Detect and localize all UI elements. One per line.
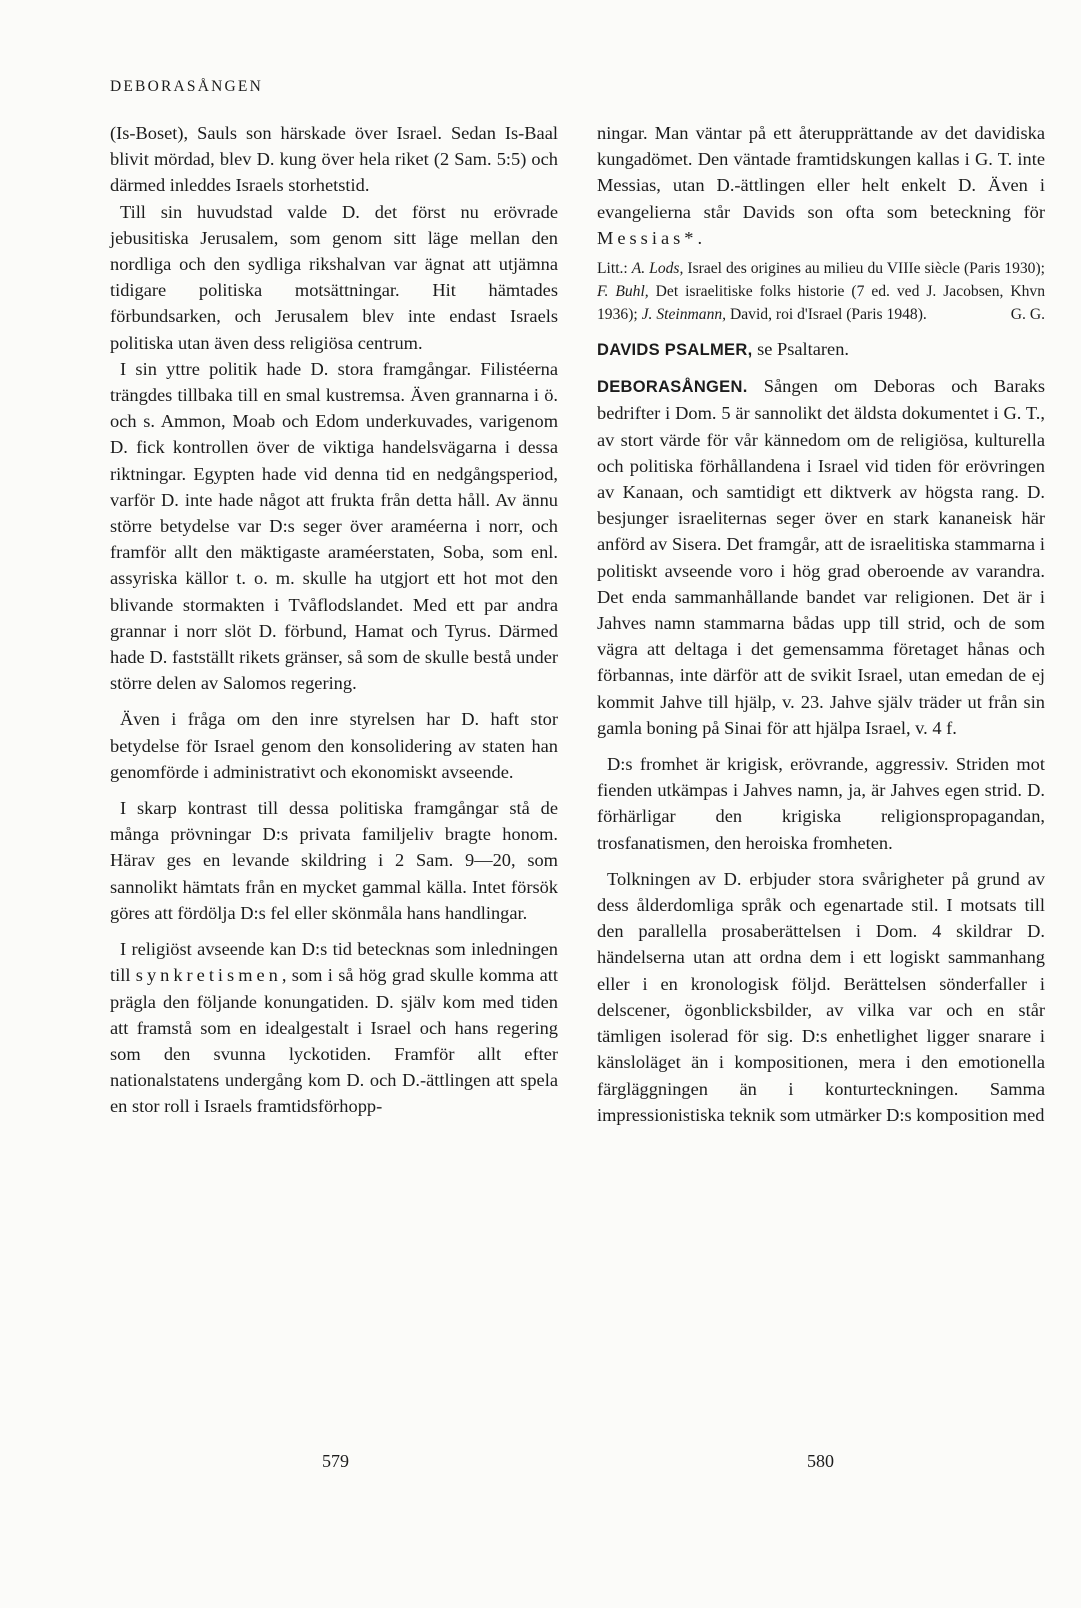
litt-label: Litt.: (597, 260, 628, 278)
litt-title: David, roi d'Israel (Paris 1948). (729, 306, 927, 324)
text-run: I religiöst avseende kan D:s tid betecknas som inledningen till (110, 939, 558, 986)
running-header: DEBORASÅNGEN (110, 78, 263, 95)
paragraph: D:s fromhet är krigisk, erövrande, aggressiv. Striden mot fienden utkämpas i Jahves namn, ja, är Jahves egen strid. D. förhärligar den krigiska religionspropagandan, trosfanatismen, den heroiska fromheten. (597, 754, 1045, 853)
paragraph: (Is-Boset), Sauls son härskade över Israel. Sedan Is-Baal blivit mördad, blev D. kung över hela riket (2 Sam. 5:5) och därmed inleddes Israels storhetstid. (110, 123, 558, 196)
spaced-term: synkretismen (135, 965, 282, 986)
entry-davids-psalmer (597, 336, 1045, 363)
entry-text: Sången om Deboras och Baraks bedrifter i Dom. 5 är sannolikt det äldsta dokumentet i G. T., av stort värde för vår kännedom om de religiösa, kulturella och politiska förhållandena i Israel vid tiden för erövringen av Kanaan, och samtidigt ett diktverk av högsta rang. D. besjunger israeliternas seger över en stark kananeisk här anförd av Sisera. Det framgår, att de israelitiska stammarna i politiskt avseende voro i hög grad oberoende av varandra. Det enda sammanhållande bandet var religionen. Det är i Jahves namn stammarna bådas upp till strid, och de som vägra att deltaga i det gemensamma företaget hånas och förbannas, inte därför att de svikit Israel, utan emedan de ej kommit Jahve till hjälp, v. 23. Jahve själv träder ut från sin gamla boning på Sinai för att hjälpa Israel, v. 4 f. (597, 376, 1045, 738)
page-number-left: 579 (322, 1451, 349, 1471)
text-run: ningar. Man väntar på ett återupprättande av det davidiska kungadömet. Den väntade framtidskungen kallas i G. T. inte Messias, utan D.-ättlingen eller helt enkelt D. Även i evangelierna står Davids son ofta som beteckning för (597, 123, 1045, 222)
paragraph: Även i fråga om den inre styrelsen har D. haft stor betydelse för Israel genom den konsolidering av staten han genomförde i administrativt och ekonomiskt avseende. (110, 709, 558, 782)
entry-text: se Psaltaren. (757, 339, 850, 360)
right-column (597, 120, 1045, 1128)
paragraph: Tolkningen av D. erbjuder stora svårigheter på grund av dess ålderdomliga språk och egenartade stil. I motsats till den parallella prosaberättelsen i Dom. 4 skildrar D. händelserna utan att ordna dem i ett logiskt sammanhang eller i en kronologisk följd. Berättelsen sönderfaller i delscener, ögonblicksbilder, av vilka var och en står tämligen isolerad för sig. D:s enhetlighet ligger snarare i känsloläget än i kompositionen, mera i den emotionella färgläggningen än i konturteckningen. Samma impressionistiska teknik som utmärker D:s komposition med (597, 868, 1045, 1125)
litt-title: Israel des origines au milieu du VIIIe siècle (Paris 1930); (687, 260, 1046, 278)
paragraph: I sin yttre politik hade D. stora framgångar. Filistéerna trängdes tillbaka till en smal kustremsa. Även grannarna i ö. och s. Ammon, Moab och Edom underkuvades, varigenom D. fick kontrollen över de viktiga handelsvägarna i dessa riktningar. Egypten hade vid denna tid en nedgångsperiod, varför D. inte hade något att frukta från detta håll. Av ännu större betydelse var D:s seger över araméerna i norr, och framför allt den mäktigaste araméerstaten, Soba, som enl. assyriska källor t. o. m. skulle ha utgjort ett hot mot den blivande stormakten i Tvåflodslandet. Med ett par andra grannar i norr slöt D. förbund, Hamat och Tyrus. Därmed hade D. fastställt rikets gränser, så som de skulle bestå under större delen av Salomos regering. (110, 358, 558, 694)
literature-references (597, 257, 1045, 326)
litt-author: F. Buhl, (597, 283, 649, 301)
litt-title: Det israelitiske folks historie (7 ed. ved J. Jacobsen, Khvn 1936); (597, 283, 1045, 324)
paragraph (110, 936, 558, 1119)
text-run: . (697, 227, 703, 248)
entry-title: DAVIDS PSALMER, (597, 341, 753, 360)
paragraph (597, 120, 1045, 251)
left-column (110, 120, 558, 1120)
paragraph: I skarp kontrast till dessa politiska framgångar stå de många prövningar D:s privata familjeliv bragte honom. Härav ges en levande skildring i 2 Sam. 9—20, som sannolikt hämtats från en mycket gammal källa. Intet försök göres att fördölja D:s fel eller skönmåla hans handlingar. (110, 798, 558, 923)
entry-deborasangen (597, 373, 1045, 741)
litt-author: A. Lods, (631, 260, 684, 278)
page-number-right: 580 (807, 1451, 834, 1471)
spaced-term: Messias* (597, 227, 698, 248)
text-run: , som i så hög grad skulle komma att prägla den följande konungatiden. D. själv kom med tiden att framstå som en idealgestalt i Israel och hans regering som den svunna lyckotiden. Framför allt efter nationalstatens undergång kom D. och D.-ättlingen att spela en stor roll i Israels framtidsförhopp- (110, 965, 558, 1117)
entry-title: DEBORASÅNGEN. (597, 378, 748, 397)
paragraph: Till sin huvudstad valde D. det först nu erövrade jebusitiska Jerusalem, som genom sitt läge mellan den nordliga och den sydliga rikshalvan var ägnat att utjämna tidigare politiska motsättningar. Hit hämtades förbundsarken, och Jerusalem blev inte endast Israels politiska utan även dess religiösa centrum. (110, 201, 558, 353)
author-signature: G. G. (1010, 306, 1045, 324)
litt-author: J. Steinmann, (641, 306, 727, 324)
